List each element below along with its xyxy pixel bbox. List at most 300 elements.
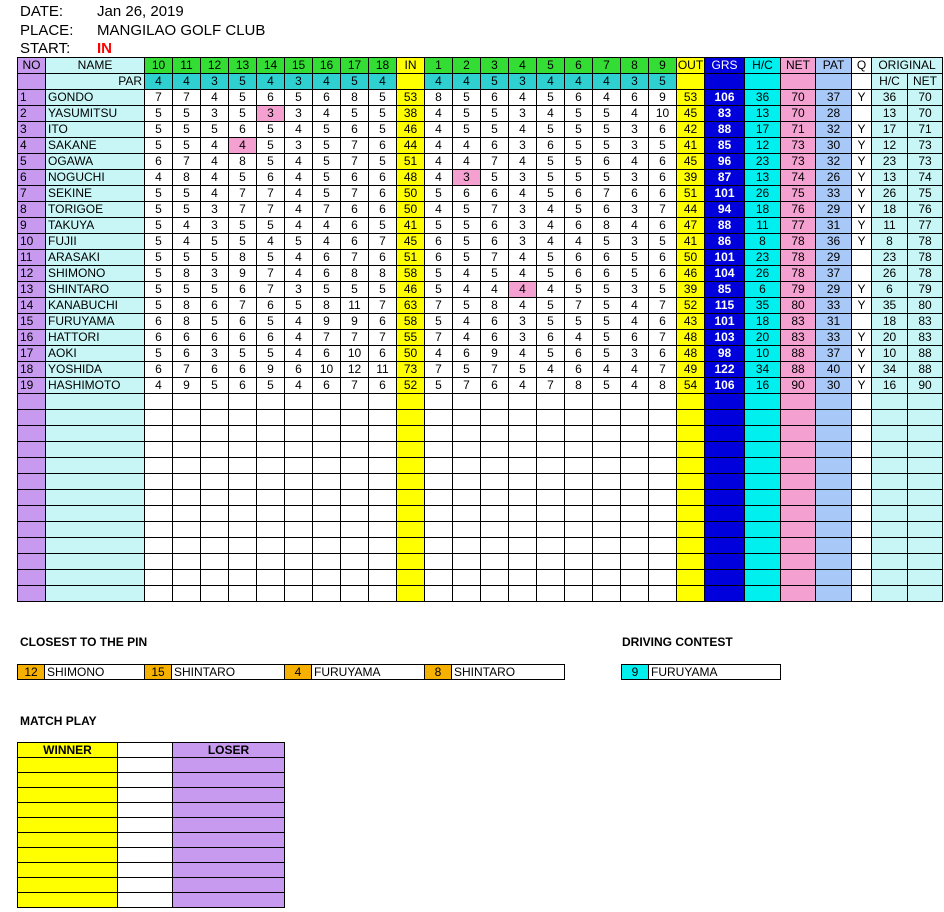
original-hc (872, 474, 908, 490)
score-cell: 4 (621, 314, 649, 330)
net-score: 79 (781, 282, 816, 298)
out-total (677, 458, 705, 474)
score-cell: 4 (537, 234, 565, 250)
player-row (18, 138, 943, 154)
par-cell: 4 (453, 74, 481, 90)
score-cell (537, 458, 565, 474)
score-cell: 8 (425, 90, 453, 106)
original-hc (872, 522, 908, 538)
score-cell: 4 (453, 314, 481, 330)
score-cell: 7 (565, 298, 593, 314)
score-cell: 9 (313, 314, 341, 330)
original-hc (872, 442, 908, 458)
match-row (18, 803, 285, 818)
score-cell (229, 394, 257, 410)
score-cell: 6 (369, 186, 397, 202)
match-middle-cell (118, 893, 173, 908)
winner-cell (18, 773, 118, 788)
putts: 33 (816, 186, 852, 202)
score-cell: 7 (173, 90, 201, 106)
in-total: 58 (397, 266, 425, 282)
loser-cell (173, 818, 285, 833)
score-cell: 6 (369, 378, 397, 394)
score-cell: 4 (257, 234, 285, 250)
score-cell: 6 (173, 346, 201, 362)
net-score: 78 (781, 250, 816, 266)
score-cell: 5 (173, 138, 201, 154)
score-cell: 4 (285, 154, 313, 170)
score-cell (621, 442, 649, 458)
score-cell (285, 410, 313, 426)
score-cell: 6 (565, 362, 593, 378)
out-total (677, 554, 705, 570)
gross-score: 98 (705, 346, 745, 362)
in-total: 51 (397, 250, 425, 266)
gross-score (705, 586, 745, 602)
score-cell: 5 (509, 362, 537, 378)
putts: 29 (816, 250, 852, 266)
score-cell: 9 (173, 378, 201, 394)
net-score: 70 (781, 90, 816, 106)
score-cell (425, 538, 453, 554)
pat-header: PAT (816, 58, 852, 74)
gross-score: 122 (705, 362, 745, 378)
score-cell: 5 (229, 234, 257, 250)
score-cell (257, 538, 285, 554)
empty-row (18, 490, 943, 506)
net-score: 88 (781, 346, 816, 362)
player-row (18, 250, 943, 266)
score-cell (201, 586, 229, 602)
name-cell (46, 442, 145, 458)
score-cell (621, 586, 649, 602)
name-cell (46, 426, 145, 442)
score-cell: 8 (173, 314, 201, 330)
score-cell: 4 (509, 186, 537, 202)
player-no: 11 (18, 250, 46, 266)
score-cell: 6 (649, 218, 677, 234)
original-hc (872, 394, 908, 410)
player-name: TAKUYA (46, 218, 145, 234)
score-cell (621, 426, 649, 442)
score-cell: 5 (173, 186, 201, 202)
score-cell: 7 (341, 186, 369, 202)
score-cell: 5 (537, 170, 565, 186)
score-cell: 7 (593, 186, 621, 202)
score-cell: 5 (369, 90, 397, 106)
score-cell (621, 410, 649, 426)
score-cell (341, 570, 369, 586)
original-net (908, 506, 943, 522)
score-cell: 7 (229, 202, 257, 218)
original-net (908, 426, 943, 442)
score-cell: 4 (313, 234, 341, 250)
original-hc: 23 (872, 250, 908, 266)
score-cell: 6 (481, 378, 509, 394)
score-cell (173, 490, 201, 506)
score-cell (257, 506, 285, 522)
score-cell (649, 570, 677, 586)
score-cell: 7 (257, 186, 285, 202)
handicap (745, 586, 781, 602)
gross-score (705, 426, 745, 442)
score-cell (257, 394, 285, 410)
score-cell: 5 (201, 122, 229, 138)
par-cell: 4 (145, 74, 173, 90)
q-cell (852, 74, 872, 90)
score-cell (593, 474, 621, 490)
qualified: Y (852, 138, 872, 154)
score-cell: 5 (425, 186, 453, 202)
score-cell: 4 (509, 250, 537, 266)
place-value: MANGILAO GOLF CLUB (97, 22, 266, 39)
score-cell: 3 (201, 218, 229, 234)
score-cell: 7 (481, 154, 509, 170)
out-total (677, 490, 705, 506)
original-hc: 36 (872, 90, 908, 106)
score-cell: 3 (285, 282, 313, 298)
out-total: 42 (677, 122, 705, 138)
score-cell (369, 554, 397, 570)
score-cell: 12 (341, 362, 369, 378)
score-cell (565, 538, 593, 554)
match-row (18, 758, 285, 773)
score-cell (593, 394, 621, 410)
score-cell (285, 474, 313, 490)
original-hc: 12 (872, 138, 908, 154)
score-cell: 3 (509, 106, 537, 122)
player-no: 4 (18, 138, 46, 154)
score-cell (565, 506, 593, 522)
score-cell: 4 (285, 250, 313, 266)
score-cell: 4 (621, 362, 649, 378)
original-net: 78 (908, 266, 943, 282)
qualified (852, 506, 872, 522)
loser-cell (173, 848, 285, 863)
score-cell: 3 (509, 234, 537, 250)
score-cell: 8 (173, 170, 201, 186)
putts: 31 (816, 218, 852, 234)
score-cell: 4 (201, 90, 229, 106)
score-cell: 5 (229, 90, 257, 106)
score-cell (649, 394, 677, 410)
score-cell: 6 (341, 202, 369, 218)
score-cell (229, 506, 257, 522)
hole-number: 4 (285, 665, 312, 679)
score-cell (481, 506, 509, 522)
original-hc (872, 458, 908, 474)
player-row (18, 298, 943, 314)
net-score: 77 (781, 218, 816, 234)
original-net: 75 (908, 186, 943, 202)
handicap: 35 (745, 298, 781, 314)
score-cell: 8 (229, 154, 257, 170)
score-cell: 6 (201, 298, 229, 314)
no-cell (18, 474, 46, 490)
out-total (677, 426, 705, 442)
score-cell: 7 (313, 202, 341, 218)
score-cell (313, 458, 341, 474)
score-cell: 4 (509, 282, 537, 298)
score-cell (285, 586, 313, 602)
handicap: 13 (745, 170, 781, 186)
closest-to-pin-entry (144, 664, 285, 680)
score-cell: 6 (145, 314, 173, 330)
score-cell: 5 (425, 314, 453, 330)
net-score (781, 458, 816, 474)
out-total: 39 (677, 170, 705, 186)
grs-cell (705, 74, 745, 90)
score-cell (173, 522, 201, 538)
par-cell: 4 (425, 74, 453, 90)
score-cell: 5 (453, 122, 481, 138)
score-cell: 4 (145, 378, 173, 394)
in-total (397, 538, 425, 554)
score-cell (145, 394, 173, 410)
in-total (397, 586, 425, 602)
score-cell: 4 (509, 122, 537, 138)
net-score (781, 538, 816, 554)
original-net (908, 586, 943, 602)
score-cell: 6 (341, 170, 369, 186)
in-total (397, 474, 425, 490)
player-row (18, 362, 943, 378)
par-cell: 5 (649, 74, 677, 90)
score-cell: 7 (481, 362, 509, 378)
net-score (781, 442, 816, 458)
putts (816, 554, 852, 570)
putts (816, 394, 852, 410)
score-cell (173, 458, 201, 474)
score-cell (425, 426, 453, 442)
putts (816, 474, 852, 490)
winner-cell (18, 833, 118, 848)
original-net (908, 538, 943, 554)
out-total: 46 (677, 266, 705, 282)
score-cell: 9 (229, 266, 257, 282)
place-line (20, 22, 265, 39)
score-cell (341, 394, 369, 410)
match-row (18, 773, 285, 788)
original-hc: 26 (872, 266, 908, 282)
hole-header: 8 (621, 58, 649, 74)
score-cell: 7 (481, 202, 509, 218)
in-header: IN (397, 58, 425, 74)
qualified: Y (852, 90, 872, 106)
score-cell: 5 (369, 106, 397, 122)
score-cell: 6 (173, 330, 201, 346)
score-cell: 6 (621, 90, 649, 106)
empty-row (18, 554, 943, 570)
player-name: YASUMITSU (46, 106, 145, 122)
score-cell: 4 (201, 154, 229, 170)
score-cell (313, 506, 341, 522)
score-cell: 6 (481, 138, 509, 154)
original-hc (872, 490, 908, 506)
score-cell (509, 474, 537, 490)
score-cell: 4 (425, 170, 453, 186)
score-cell (257, 410, 285, 426)
score-cell (285, 458, 313, 474)
in-total (397, 410, 425, 426)
loser-header: LOSER (173, 743, 285, 758)
score-cell: 5 (453, 298, 481, 314)
gross-score: 85 (705, 282, 745, 298)
out-total: 54 (677, 378, 705, 394)
handicap: 20 (745, 330, 781, 346)
hole-header: 14 (257, 58, 285, 74)
score-cell: 5 (593, 330, 621, 346)
score-cell: 5 (201, 250, 229, 266)
hole-number: 9 (622, 665, 649, 679)
score-cell (425, 586, 453, 602)
score-cell (173, 394, 201, 410)
score-cell (257, 522, 285, 538)
score-cell (649, 554, 677, 570)
score-cell (341, 490, 369, 506)
original-net (908, 554, 943, 570)
score-cell: 8 (565, 378, 593, 394)
name-cell (46, 554, 145, 570)
q-header: Q (852, 58, 872, 74)
player-no: 5 (18, 154, 46, 170)
putts: 30 (816, 138, 852, 154)
player-row (18, 154, 943, 170)
qualified (852, 410, 872, 426)
score-cell: 4 (537, 202, 565, 218)
hole-header: 13 (229, 58, 257, 74)
hole-header: 1 (425, 58, 453, 74)
player-no: 12 (18, 266, 46, 282)
score-cell: 5 (565, 314, 593, 330)
score-cell: 5 (145, 250, 173, 266)
out-total: 48 (677, 346, 705, 362)
score-cell (173, 586, 201, 602)
score-cell: 4 (285, 186, 313, 202)
player-row (18, 218, 943, 234)
score-cell (481, 442, 509, 458)
score-cell (313, 394, 341, 410)
hole-header: 6 (565, 58, 593, 74)
score-cell: 6 (313, 90, 341, 106)
hc-header: H/C (745, 58, 781, 74)
score-cell (285, 538, 313, 554)
score-cell: 4 (285, 218, 313, 234)
score-cell: 5 (145, 202, 173, 218)
score-cell (593, 410, 621, 426)
score-cell (229, 410, 257, 426)
player-row (18, 378, 943, 394)
score-cell: 5 (369, 122, 397, 138)
score-cell (621, 554, 649, 570)
hole-header: 11 (173, 58, 201, 74)
original-net (908, 522, 943, 538)
score-cell: 4 (509, 266, 537, 282)
qualified: Y (852, 218, 872, 234)
par-cell: 5 (341, 74, 369, 90)
match-row (18, 878, 285, 893)
score-cell (509, 522, 537, 538)
no-cell (18, 570, 46, 586)
putts (816, 586, 852, 602)
score-cell (481, 554, 509, 570)
net-score: 71 (781, 122, 816, 138)
gross-score (705, 458, 745, 474)
loser-cell (173, 878, 285, 893)
empty-row (18, 394, 943, 410)
in-total: 44 (397, 138, 425, 154)
score-cell: 8 (341, 90, 369, 106)
gross-score: 106 (705, 378, 745, 394)
score-cell (229, 570, 257, 586)
net-score: 73 (781, 138, 816, 154)
score-cell (453, 522, 481, 538)
player-name: HATTORI (46, 330, 145, 346)
player-no: 8 (18, 202, 46, 218)
out-total: 43 (677, 314, 705, 330)
score-cell (649, 586, 677, 602)
par-cell: 3 (509, 74, 537, 90)
match-middle-cell (118, 803, 173, 818)
qualified (852, 250, 872, 266)
player-name: GONDO (46, 90, 145, 106)
player-row (18, 90, 943, 106)
closest-to-pin-title: CLOSEST TO THE PIN (20, 635, 148, 649)
score-cell (593, 554, 621, 570)
no-cell (18, 410, 46, 426)
score-cell: 5 (565, 122, 593, 138)
score-cell: 5 (173, 106, 201, 122)
winner-cell (18, 878, 118, 893)
no-cell (18, 442, 46, 458)
score-cell: 4 (621, 298, 649, 314)
score-cell: 4 (285, 330, 313, 346)
score-cell (257, 490, 285, 506)
qualified: Y (852, 202, 872, 218)
hole-header: 2 (453, 58, 481, 74)
original-net: 70 (908, 90, 943, 106)
score-cell: 6 (565, 346, 593, 362)
score-cell: 3 (509, 170, 537, 186)
match-middle-cell (118, 773, 173, 788)
score-cell (481, 458, 509, 474)
score-cell: 5 (593, 298, 621, 314)
out-total: 51 (677, 186, 705, 202)
score-cell (201, 410, 229, 426)
score-cell: 4 (537, 106, 565, 122)
score-cell: 5 (341, 106, 369, 122)
score-cell (425, 474, 453, 490)
score-cell: 5 (565, 202, 593, 218)
name-cell (46, 586, 145, 602)
score-cell (509, 586, 537, 602)
score-cell (481, 522, 509, 538)
out-total (677, 522, 705, 538)
score-cell (201, 490, 229, 506)
header-row (18, 58, 943, 74)
score-cell: 6 (649, 266, 677, 282)
score-cell: 5 (565, 170, 593, 186)
score-cell: 3 (621, 170, 649, 186)
gross-score: 85 (705, 138, 745, 154)
original-net: 83 (908, 314, 943, 330)
score-cell (341, 506, 369, 522)
score-cell (145, 458, 173, 474)
score-cell (313, 442, 341, 458)
putts: 32 (816, 154, 852, 170)
score-cell (621, 458, 649, 474)
score-cell (341, 586, 369, 602)
